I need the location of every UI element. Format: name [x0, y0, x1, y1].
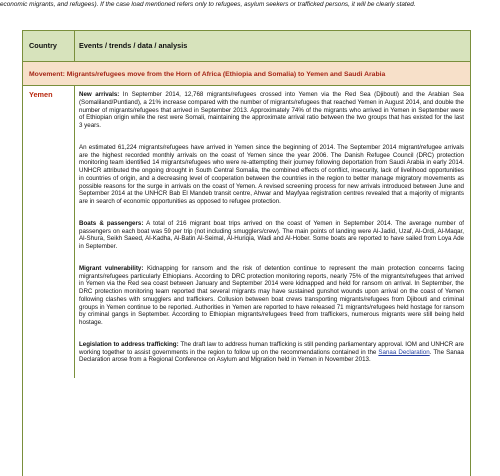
paragraph-lead: Legislation to address trafficking:	[79, 340, 179, 348]
paragraph-lead: New arrivals:	[79, 91, 120, 98]
paragraph-text: A total of 216 migrant boat trips arrived on the coast of Yemen in September 2014. The average number of passengers on each boat was 59 per trip (not including smugglers/crew). The main points of landing were Al-Jadid, Uzaf, Al-Ordi, Al-Maqar, Al-Shura, Seikh Saeed, Al-Kadha, Al-Batin Al-Seimal, Al-Huriqia, Wadi and Al-Hober. Some boats are reported to have sailed from Loya Ade in September.	[79, 219, 464, 250]
sanaa-declaration-link[interactable]: Sanaa Declaration	[378, 348, 430, 356]
country-cell: Yemen	[23, 86, 75, 378]
paragraph-migrant-vulnerability	[79, 265, 464, 327]
paragraph-legislation	[79, 341, 464, 364]
paragraph-text: In September 2014, 12,768 migrants/refugees crossed into Yemen via the Red Sea (Djibouti) and the Arabian Sea (Somaliland/Puntland), a 21% increase compared with the number of migrants/refugees that reached Yemen in August 2014, and double the number of migrants/refugees that arrived in September 2013. Approximately 74% of the migrants who arrived in Yemen in September were of Ethiopian origin while the rest were Somali, maintaining the approximate arrival ratio between the two groups that has existed for the last 3 years.	[79, 91, 464, 129]
header-events: Events / trends / data / analysis	[79, 41, 188, 50]
paragraph-estimated-arrivals	[79, 144, 464, 206]
movement-heading: Movement: Migrants/refugees move from the Horn of Africa (Ethiopia and Somalia) to Yemen and Saudi Arabia	[23, 62, 470, 86]
paragraph-text: The draft law to address human trafficking is still pending parliamentary approval. IOM and UNHCR are working together to assist governments in the region to follow up on the recommendations contained in the	[79, 340, 464, 356]
top-note: economic migrants, and refugees). If the case load mentioned refers only to refugees, asylum seekers or trafficked persons, it will be clearly stated.	[0, 1, 416, 8]
movement-table	[22, 30, 471, 476]
paragraph-text: . The Sanaa Declaration arose from a Regional Conference on Asylum and Migration held in Yemen in November 2013.	[79, 348, 464, 364]
paragraph-boats-passengers	[79, 220, 464, 251]
events-cell	[75, 86, 470, 378]
paragraph-lead: Migrant vulnerability:	[79, 264, 144, 272]
paragraph-text: Kidnapping for ransom and the risk of detention continue to represent the main protection concerns facing migrants/refugees particularly Ethiopians. According to DRC protection monitoring reports, nearly 75% of the migrants/refugees that arrived in Yemen via the Red sea coast between January and September 2014 were kidnapped and held for ransom on arrival. In September, the DRC protection monitoring team reported that several migrants may have sustained gunshot wounds upon arrival on the coast of Yemen following clashes with smugglers and traffickers. Collusion between boat crews transporting migrants/refugees from Djibouti and criminal groups in Yemen continue to be reported. Authorities in Yemen are reported to have released 71 migrants/refugees held hostage for ransom by criminal gangs in September. According to Ethiopian migrants/refugees freed from traffickers, numerous migrants were still being held hostage.	[79, 264, 464, 326]
paragraph-lead: Boats & passengers:	[79, 219, 144, 227]
paragraph-new-arrivals	[79, 91, 464, 130]
header-country: Country	[23, 31, 75, 61]
table-row	[23, 86, 470, 378]
paragraph-text: An estimated 61,224 migrants/refugees have arrived in Yemen since the beginning of 2014. The September 2014 migrant/refugee arrivals are the highest recorded monthly arrivals on the coast of Yemen since the year 2006. The Danish Refugee Council (DRC) protection monitoring team identified 14 migrants/refugees who were re-attempting their journey following deportation from Saudi Arabia in early 2014. UNHCR attributed the ongoing drought in South Central Somalia, the combined effects of conflict, insecurity, lack of livelihood opportunities in countries of origin, and a decreasing level of cooperation between the countries in the region to better manage migratory movements as possible reasons for the surge in arrivals on the coast of Yemen. A revised screening process for new arrivals introduced between June and September 2014 at the UNHCR Bab El Mandeb transit centre, Ahwar and Mayfyaa registration centres revealed that a majority of migrants are in search of economic opportunities as opposed to refugee protection.	[79, 143, 464, 205]
table-header-row	[23, 31, 470, 62]
